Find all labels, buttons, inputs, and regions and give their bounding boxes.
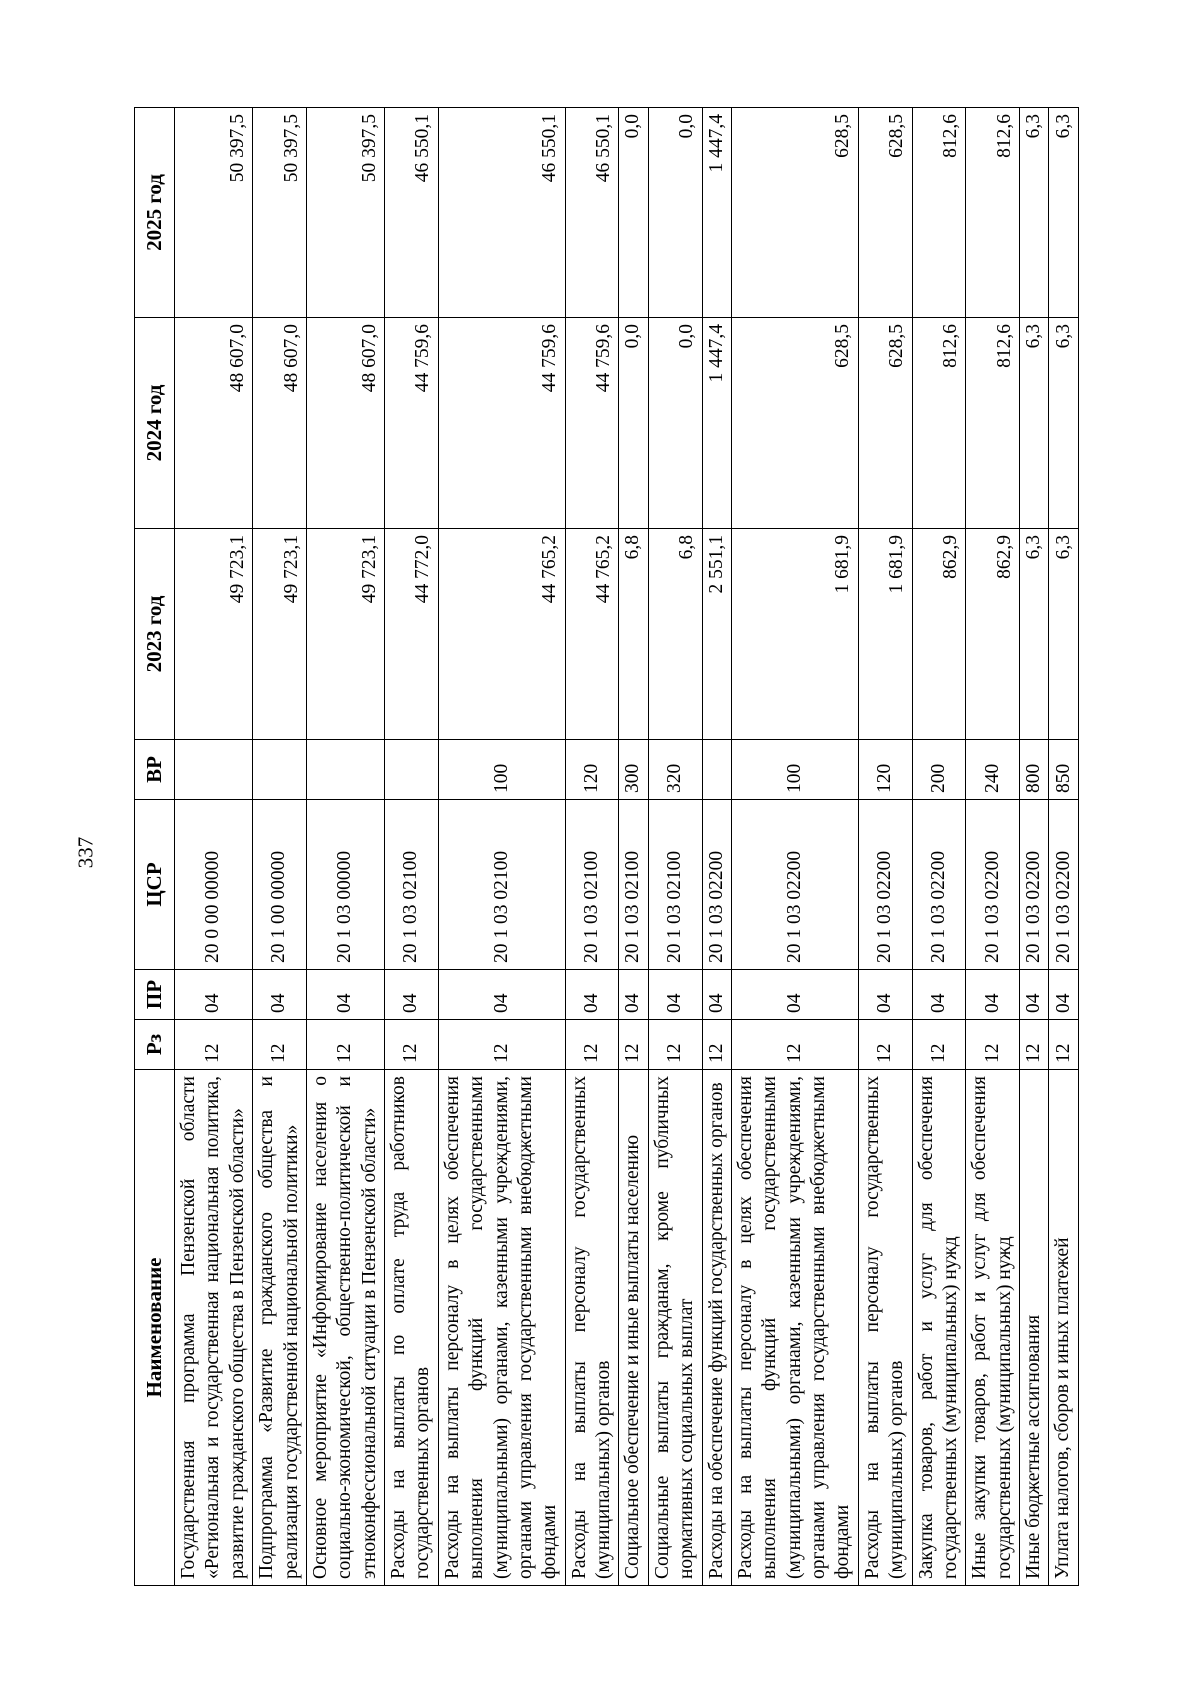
table-body — [175, 108, 1079, 1586]
cell-pr: 04 — [385, 970, 439, 1020]
cell-2025: 6,3 — [1049, 108, 1079, 318]
cell-2024: 628,5 — [731, 318, 858, 529]
cell-2025: 50 397,5 — [175, 108, 253, 318]
cell-csr: 20 1 03 02200 — [912, 800, 966, 970]
cell-2025: 628,5 — [858, 108, 912, 318]
cell-2023: 49 723,1 — [306, 529, 384, 740]
cell-rz: 12 — [438, 1020, 565, 1070]
cell-vr: 300 — [619, 740, 648, 800]
cell-2023: 49 723,1 — [253, 529, 307, 740]
cell-vr — [702, 740, 731, 800]
cell-pr: 04 — [1049, 970, 1079, 1020]
cell-vr: 120 — [858, 740, 912, 800]
cell-pr: 04 — [912, 970, 966, 1020]
table-row — [619, 108, 648, 1586]
cell-2023: 44 772,0 — [385, 529, 439, 740]
cell-2025: 46 550,1 — [385, 108, 439, 318]
cell-vr — [306, 740, 384, 800]
cell-csr: 20 1 03 02100 — [648, 800, 702, 970]
cell-2025: 628,5 — [731, 108, 858, 318]
table-row — [648, 108, 702, 1586]
cell-2025: 6,3 — [1020, 108, 1049, 318]
cell-name: Социальные выплаты гражданам, кроме публичных нормативных социальных выплат — [648, 1070, 702, 1586]
cell-vr: 100 — [438, 740, 565, 800]
header-pr: ПР — [135, 970, 175, 1020]
header-vr: ВР — [135, 740, 175, 800]
table-row — [702, 108, 731, 1586]
cell-rz: 12 — [648, 1020, 702, 1070]
cell-csr: 20 1 03 00000 — [306, 800, 384, 970]
header-2024: 2024 год — [135, 318, 175, 529]
header-2023: 2023 год — [135, 529, 175, 740]
budget-table — [134, 107, 1079, 1586]
cell-vr — [175, 740, 253, 800]
cell-name: Закупка товаров, работ и услуг для обеспечения государственных (муниципальных) нужд — [912, 1070, 966, 1586]
cell-rz: 12 — [175, 1020, 253, 1070]
cell-2025: 812,6 — [912, 108, 966, 318]
cell-2025: 812,6 — [966, 108, 1020, 318]
cell-name: Расходы на обеспечение функций государственных органов — [702, 1070, 731, 1586]
cell-name: Расходы на выплаты персоналу в целях обеспечения выполнения функций государственными (муниципальными) органами, казенными учреждениями, органами управления государственными внебюджетными фондами — [731, 1070, 858, 1586]
header-row — [135, 108, 175, 1586]
cell-csr: 20 1 03 02200 — [702, 800, 731, 970]
cell-rz: 12 — [565, 1020, 619, 1070]
table-row — [306, 108, 384, 1586]
table-row — [858, 108, 912, 1586]
cell-name: Иные закупки товаров, работ и услуг для обеспечения государственных (муниципальных) нужд — [966, 1070, 1020, 1586]
rotated-table-wrapper — [134, 108, 1079, 1586]
cell-2025: 46 550,1 — [565, 108, 619, 318]
table-row — [912, 108, 966, 1586]
cell-2024: 0,0 — [619, 318, 648, 529]
cell-vr — [253, 740, 307, 800]
table-row — [565, 108, 619, 1586]
cell-csr: 20 1 00 00000 — [253, 800, 307, 970]
cell-pr: 04 — [731, 970, 858, 1020]
cell-name: Расходы на выплаты по оплате труда работников государственных органов — [385, 1070, 439, 1586]
cell-2025: 46 550,1 — [438, 108, 565, 318]
table-row — [1020, 108, 1049, 1586]
cell-2023: 2 551,1 — [702, 529, 731, 740]
header-name: Наименование — [135, 1070, 175, 1586]
header-rz: Рз — [135, 1020, 175, 1070]
table-row — [731, 108, 858, 1586]
cell-name: Основное мероприятие «Информирование населения о социально-экономической, общественно-политической и этноконфессиональной ситуации в Пензенской области» — [306, 1070, 384, 1586]
cell-2025: 1 447,4 — [702, 108, 731, 318]
table-row — [1049, 108, 1079, 1586]
table-row — [253, 108, 307, 1586]
cell-csr: 20 1 03 02100 — [619, 800, 648, 970]
cell-2025: 50 397,5 — [306, 108, 384, 318]
cell-2023: 44 765,2 — [565, 529, 619, 740]
cell-2023: 1 681,9 — [858, 529, 912, 740]
cell-rz: 12 — [702, 1020, 731, 1070]
header-csr: ЦСР — [135, 800, 175, 970]
cell-pr: 04 — [306, 970, 384, 1020]
cell-rz: 12 — [1020, 1020, 1049, 1070]
cell-2024: 48 607,0 — [175, 318, 253, 529]
table-row — [385, 108, 439, 1586]
cell-pr: 04 — [565, 970, 619, 1020]
cell-name: Социальное обеспечение и иные выплаты населению — [619, 1070, 648, 1586]
cell-vr: 200 — [912, 740, 966, 800]
cell-csr: 20 1 03 02200 — [1020, 800, 1049, 970]
cell-pr: 04 — [858, 970, 912, 1020]
cell-2024: 1 447,4 — [702, 318, 731, 529]
cell-csr: 20 1 03 02100 — [385, 800, 439, 970]
cell-name: Расходы на выплаты персоналу в целях обеспечения выполнения функций государственными (муниципальными) органами, казенными учреждениями, органами управления государственными внебюджетными фондами — [438, 1070, 565, 1586]
cell-name: Подпрограмма «Развитие гражданского общества и реализация государственной национальной политики» — [253, 1070, 307, 1586]
cell-rz: 12 — [306, 1020, 384, 1070]
cell-2024: 48 607,0 — [306, 318, 384, 529]
cell-csr: 20 0 00 00000 — [175, 800, 253, 970]
cell-2025: 50 397,5 — [253, 108, 307, 318]
cell-pr: 04 — [175, 970, 253, 1020]
cell-vr: 120 — [565, 740, 619, 800]
cell-2024: 44 759,6 — [385, 318, 439, 529]
header-2025: 2025 год — [135, 108, 175, 318]
cell-2023: 49 723,1 — [175, 529, 253, 740]
cell-2023: 6,3 — [1049, 529, 1079, 740]
cell-pr: 04 — [702, 970, 731, 1020]
cell-2023: 862,9 — [966, 529, 1020, 740]
cell-rz: 12 — [912, 1020, 966, 1070]
cell-name: Расходы на выплаты персоналу государственных (муниципальных) органов — [565, 1070, 619, 1586]
cell-name: Уплата налогов, сборов и иных платежей — [1049, 1070, 1079, 1586]
cell-vr: 320 — [648, 740, 702, 800]
cell-2024: 0,0 — [648, 318, 702, 529]
cell-rz: 12 — [619, 1020, 648, 1070]
page-number: 337 — [73, 836, 98, 869]
table-row — [438, 108, 565, 1586]
cell-vr: 850 — [1049, 740, 1079, 800]
cell-vr: 800 — [1020, 740, 1049, 800]
cell-2023: 6,3 — [1020, 529, 1049, 740]
cell-pr: 04 — [1020, 970, 1049, 1020]
table-row — [175, 108, 253, 1586]
cell-2023: 6,8 — [648, 529, 702, 740]
cell-csr: 20 1 03 02200 — [858, 800, 912, 970]
cell-csr: 20 1 03 02100 — [565, 800, 619, 970]
table-row — [966, 108, 1020, 1586]
cell-vr: 240 — [966, 740, 1020, 800]
cell-2025: 0,0 — [619, 108, 648, 318]
cell-csr: 20 1 03 02200 — [731, 800, 858, 970]
cell-pr: 04 — [438, 970, 565, 1020]
cell-name: Расходы на выплаты персоналу государственных (муниципальных) органов — [858, 1070, 912, 1586]
cell-name: Государственная программа Пензенской области «Региональная и государственная национальная политика, развитие гражданского общества в Пензенской области» — [175, 1070, 253, 1586]
cell-csr: 20 1 03 02100 — [438, 800, 565, 970]
cell-pr: 04 — [648, 970, 702, 1020]
cell-rz: 12 — [253, 1020, 307, 1070]
cell-rz: 12 — [385, 1020, 439, 1070]
cell-rz: 12 — [966, 1020, 1020, 1070]
cell-2023: 1 681,9 — [731, 529, 858, 740]
cell-2024: 44 759,6 — [438, 318, 565, 529]
cell-vr: 100 — [731, 740, 858, 800]
cell-2024: 48 607,0 — [253, 318, 307, 529]
cell-2025: 0,0 — [648, 108, 702, 318]
cell-csr: 20 1 03 02200 — [966, 800, 1020, 970]
cell-pr: 04 — [253, 970, 307, 1020]
cell-2023: 6,8 — [619, 529, 648, 740]
cell-pr: 04 — [966, 970, 1020, 1020]
cell-2024: 6,3 — [1020, 318, 1049, 529]
cell-csr: 20 1 03 02200 — [1049, 800, 1079, 970]
cell-2023: 862,9 — [912, 529, 966, 740]
cell-2024: 812,6 — [912, 318, 966, 529]
cell-2023: 44 765,2 — [438, 529, 565, 740]
cell-rz: 12 — [858, 1020, 912, 1070]
cell-2024: 628,5 — [858, 318, 912, 529]
cell-2024: 812,6 — [966, 318, 1020, 529]
cell-2024: 6,3 — [1049, 318, 1079, 529]
cell-rz: 12 — [731, 1020, 858, 1070]
cell-2024: 44 759,6 — [565, 318, 619, 529]
cell-pr: 04 — [619, 970, 648, 1020]
cell-name: Иные бюджетные ассигнования — [1020, 1070, 1049, 1586]
cell-vr — [385, 740, 439, 800]
cell-rz: 12 — [1049, 1020, 1079, 1070]
